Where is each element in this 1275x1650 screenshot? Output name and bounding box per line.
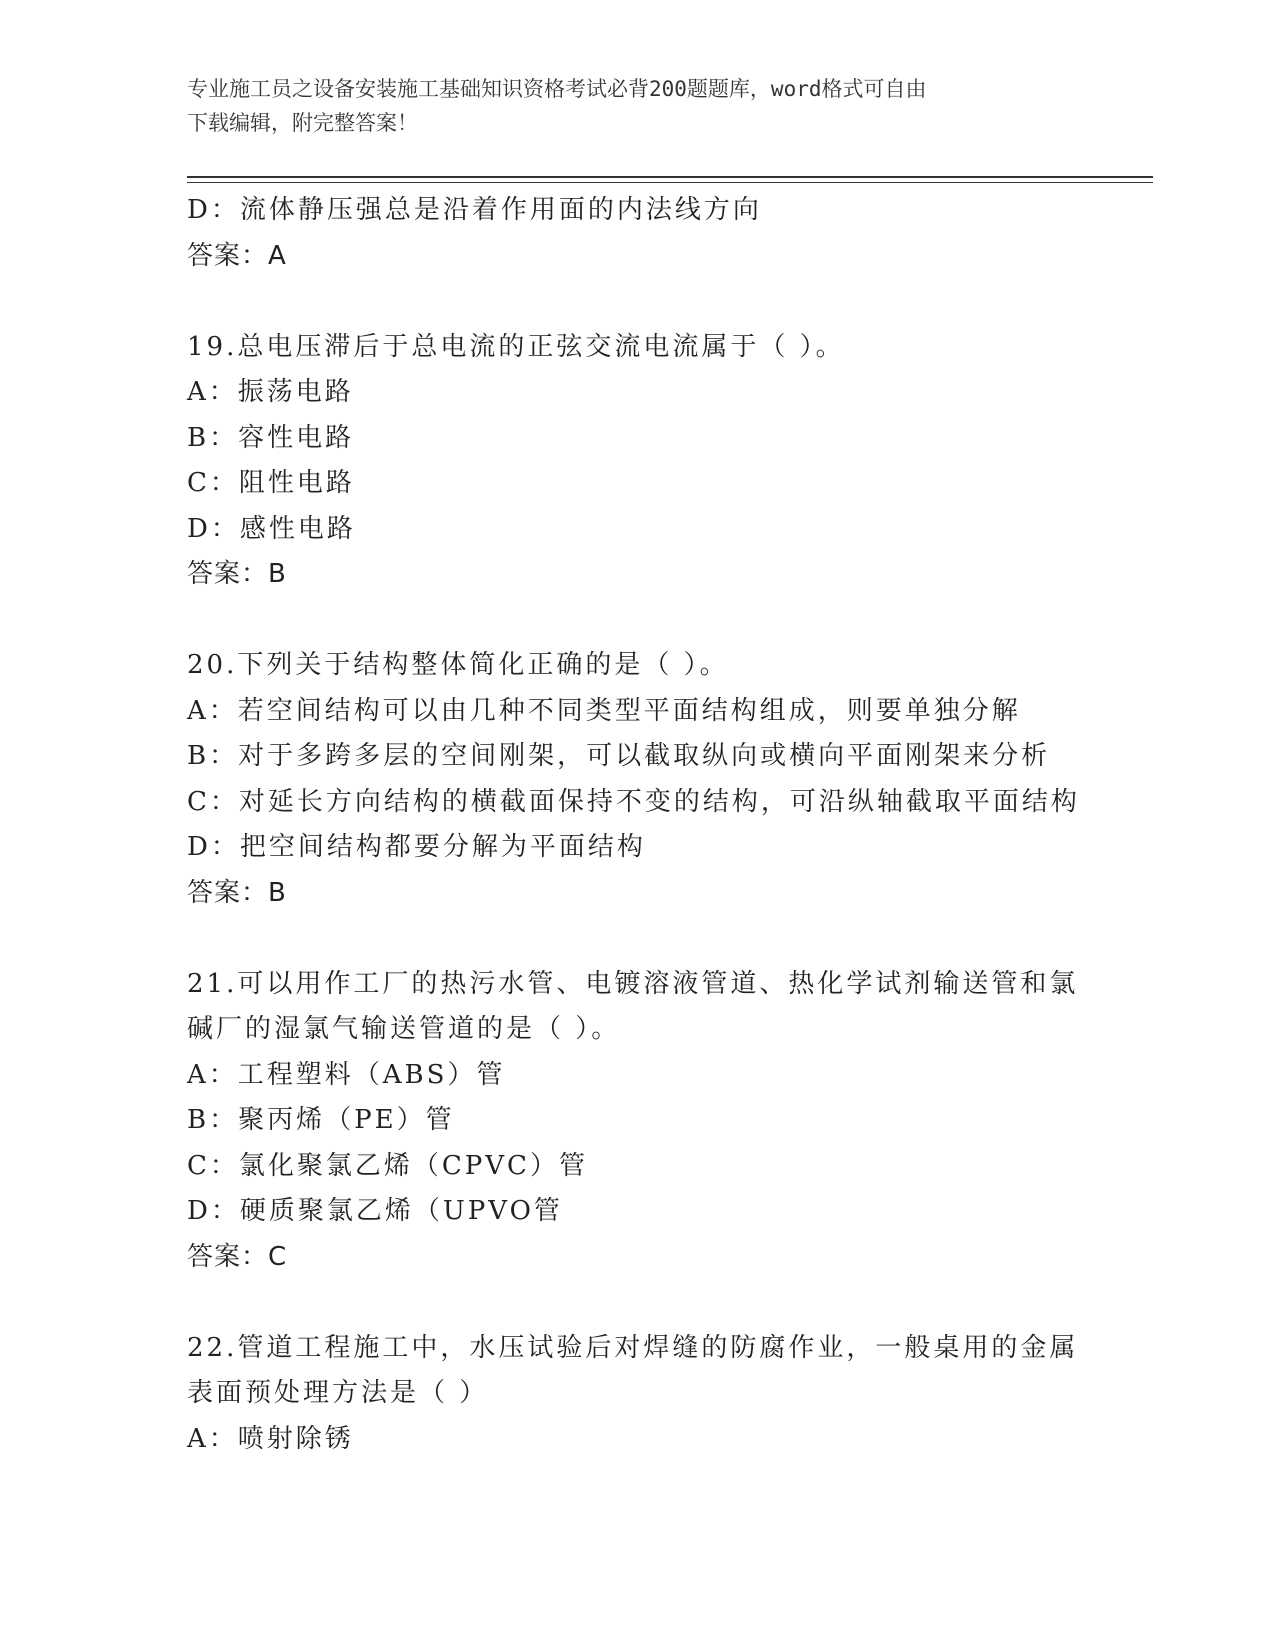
question-19 bbox=[187, 325, 1147, 598]
header-line-1: 专业施工员之设备安装施工基础知识资格考试必背200题题库，word格式可自由 bbox=[187, 77, 927, 101]
option-d: D：流体静压强总是沿着作用面的内法线方向 bbox=[187, 195, 762, 225]
question-stem-line-1: 22.管道工程施工中，水压试验后对焊缝的防腐作业，一般桌用的金属 bbox=[187, 1332, 1079, 1363]
question-stem: 19.总电压滞后于总电流的正弦交流电流属于（ ）。 bbox=[187, 331, 845, 362]
option-d: D：把空间结构都要分解为平面结构 bbox=[187, 832, 646, 862]
question-stem: 20.下列关于结构整体简化正确的是（ ）。 bbox=[187, 650, 729, 680]
option-c: C：氯化聚氯乙烯（CPVC）管 bbox=[187, 1150, 588, 1181]
question-stem-line-2: 表面预处理方法是（ ） bbox=[187, 1378, 489, 1408]
question-21 bbox=[187, 962, 1147, 1281]
option-a: A：喷射除锈 bbox=[187, 1423, 354, 1454]
option-b: B：容性电路 bbox=[187, 422, 355, 453]
option-b: B：对于多跨多层的空间刚架，可以截取纵向或横向平面刚架来分析 bbox=[187, 741, 1051, 771]
answer: 答案：A bbox=[187, 240, 287, 271]
answer: 答案：B bbox=[187, 559, 287, 589]
option-c: C：阻性电路 bbox=[187, 468, 355, 498]
answer: 答案：C bbox=[187, 1241, 288, 1272]
option-a: A：振荡电路 bbox=[187, 377, 354, 407]
option-b: B：聚丙烯（PE）管 bbox=[187, 1105, 455, 1135]
option-d: D：感性电路 bbox=[187, 513, 356, 544]
answer: 答案：B bbox=[187, 877, 287, 908]
header-divider-thick bbox=[187, 176, 1153, 178]
question-stem-line-1: 21.可以用作工厂的热污水管、电镀溶液管道、热化学试剂输送管和氯 bbox=[187, 968, 1079, 999]
option-a: A：若空间结构可以由几种不同类型平面结构组成，则要单独分解 bbox=[187, 695, 1021, 726]
question-list bbox=[187, 188, 1147, 1462]
document-header bbox=[187, 72, 1067, 140]
option-c: C：对延长方向结构的横截面保持不变的结构，可沿纵轴截取平面结构 bbox=[187, 786, 1080, 817]
question-18-tail bbox=[187, 188, 1147, 279]
option-d: D：硬质聚氯乙烯（UPVO管 bbox=[187, 1196, 563, 1226]
header-divider-thin bbox=[187, 182, 1153, 183]
question-22 bbox=[187, 1326, 1147, 1463]
option-a: A：工程塑料（ABS）管 bbox=[187, 1059, 506, 1090]
question-stem-line-2: 碱厂的湿氯气输送管道的是（ ）。 bbox=[187, 1014, 621, 1044]
question-20 bbox=[187, 643, 1147, 916]
header-line-2: 下载编辑，附完整答案！ bbox=[187, 111, 418, 135]
